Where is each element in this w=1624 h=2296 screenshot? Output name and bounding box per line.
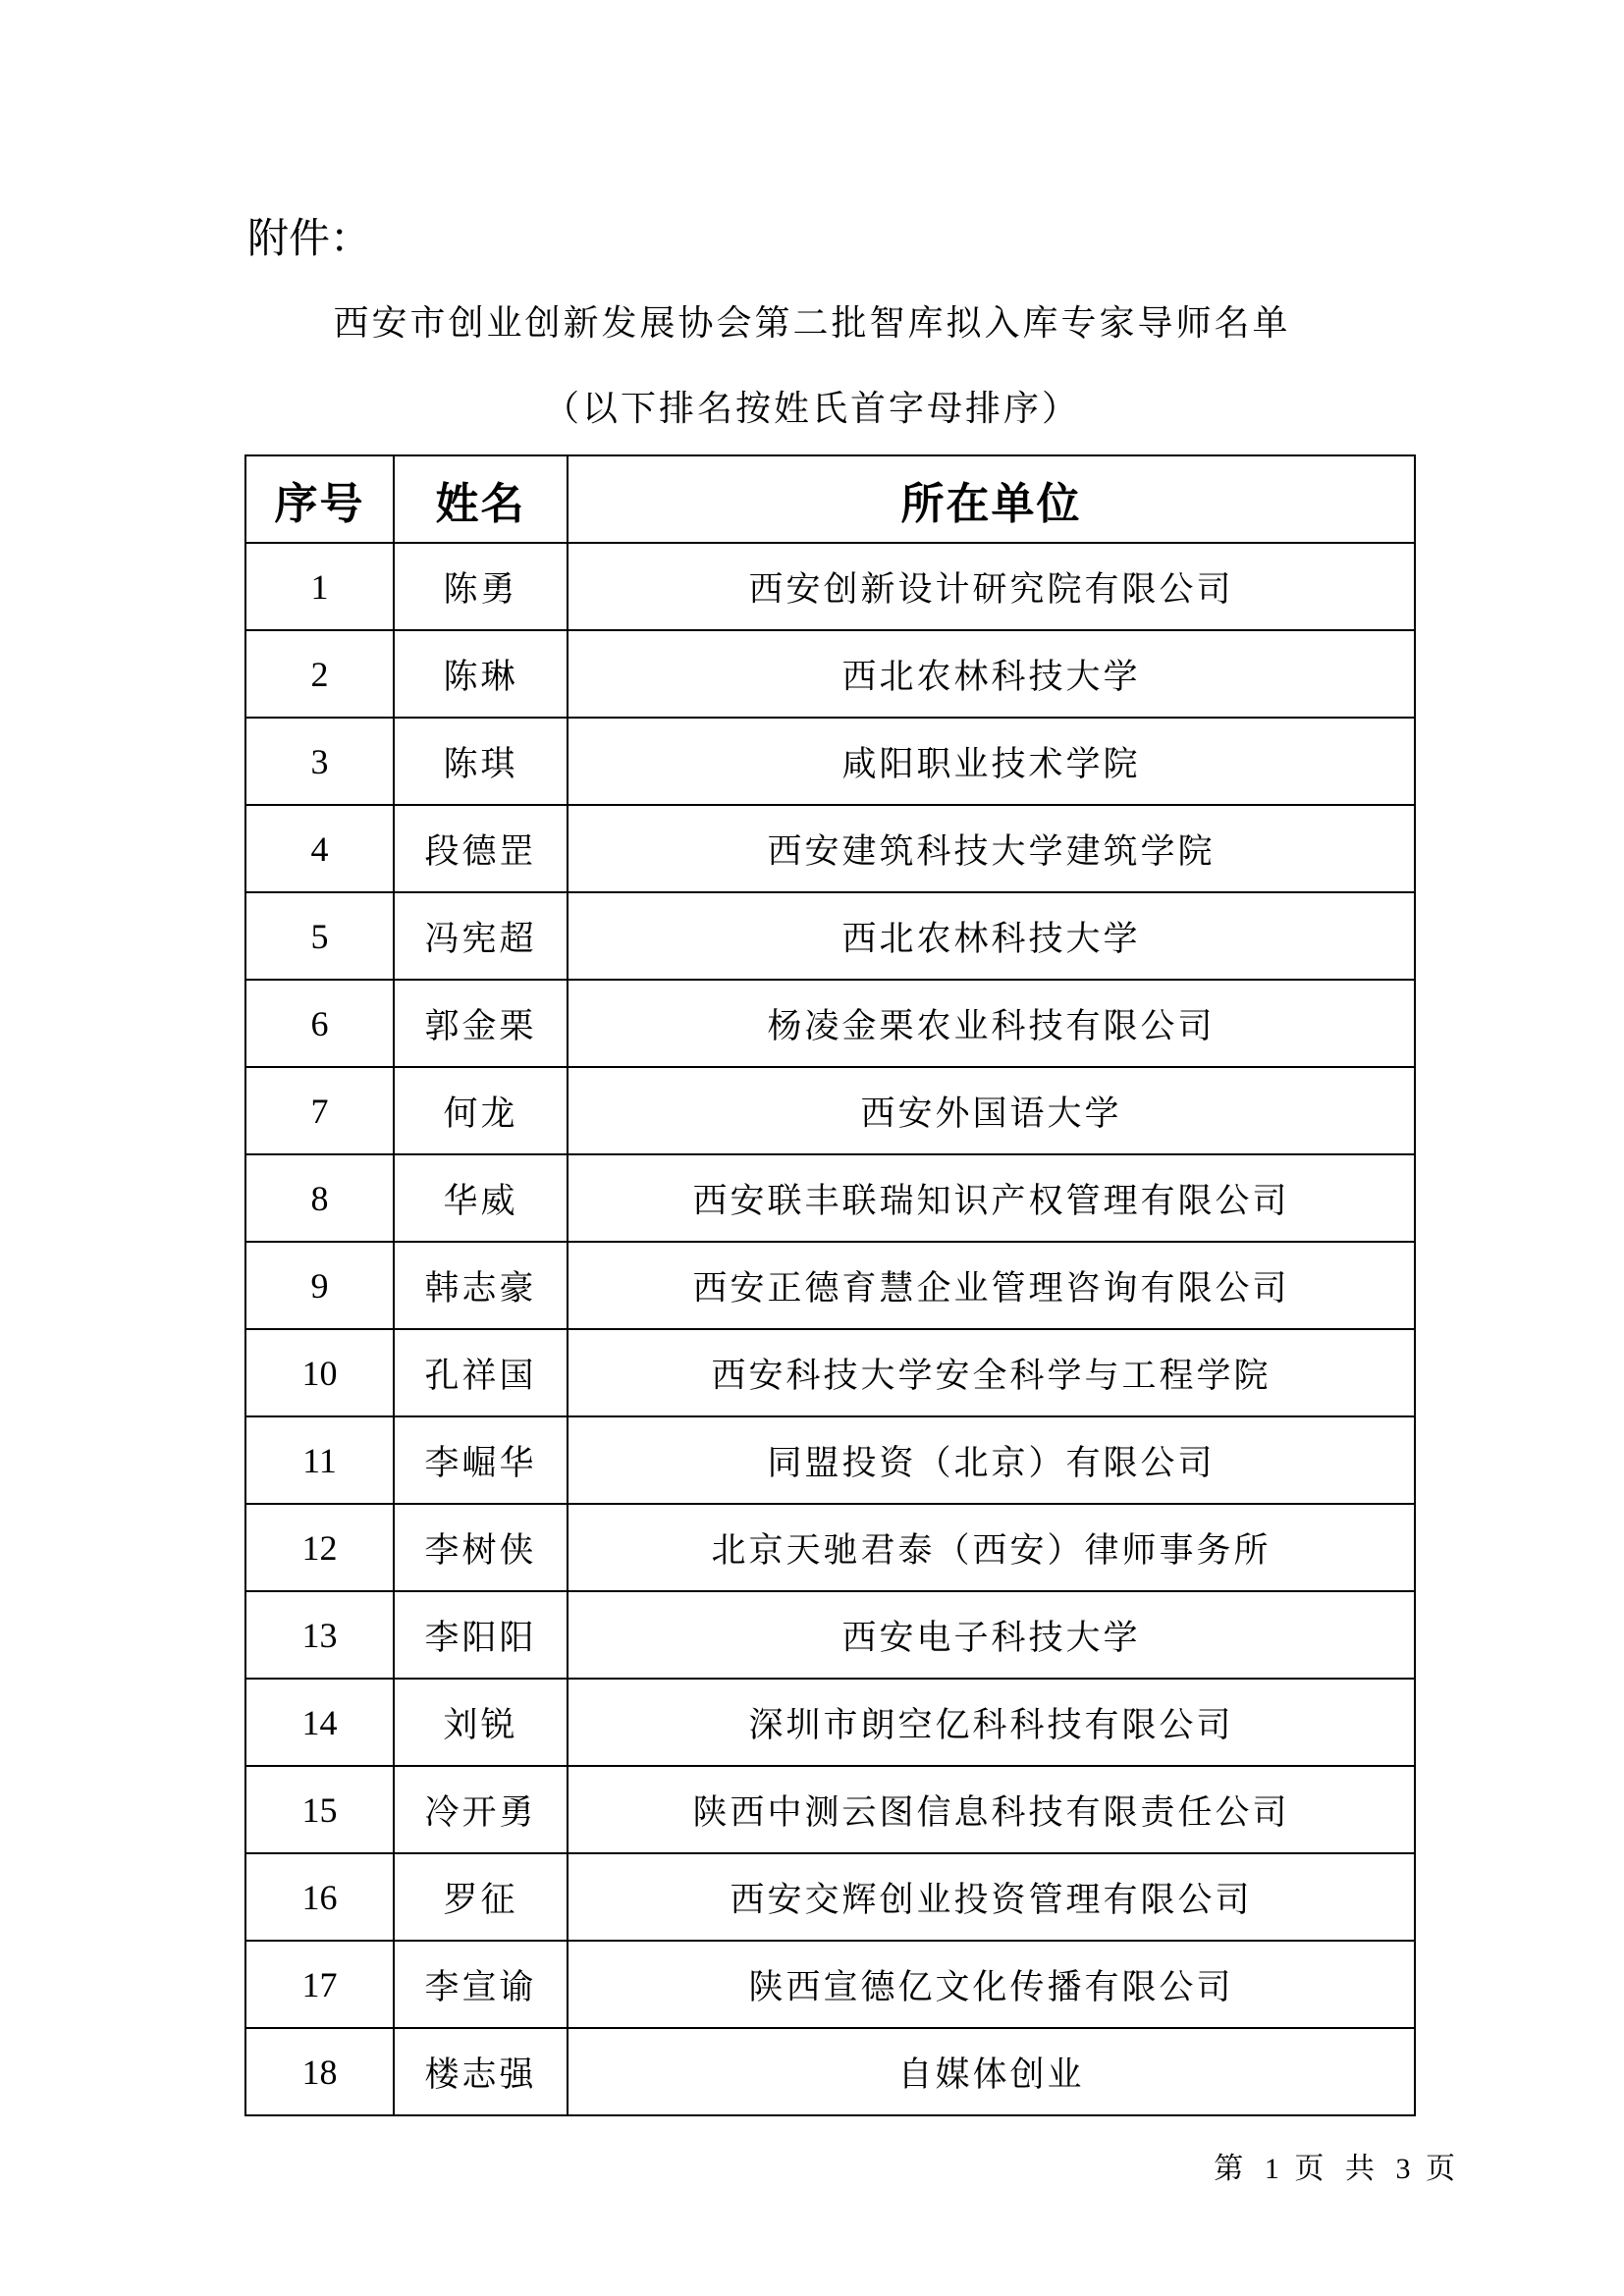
row-name: 李崛华 (394, 1416, 568, 1504)
table-row (245, 1504, 1415, 1591)
row-name: 华威 (394, 1154, 568, 1242)
row-serial-number: 17 (245, 1941, 394, 2028)
table-row (245, 892, 1415, 980)
row-organization: 西安科技大学安全科学与工程学院 (568, 1329, 1415, 1416)
table-row (245, 1853, 1415, 1941)
row-organization: 同盟投资（北京）有限公司 (568, 1416, 1415, 1504)
table-row (245, 543, 1415, 630)
row-serial-number: 1 (245, 543, 394, 630)
header-name: 姓名 (394, 455, 568, 543)
document-subtitle: （以下排名按姓氏首字母排序） (543, 389, 1080, 429)
footer-prefix: 第 (1214, 2152, 1250, 2186)
row-name: 孔祥国 (394, 1329, 568, 1416)
row-organization: 西安交辉创业投资管理有限公司 (568, 1853, 1415, 1941)
expert-list-table (244, 454, 1416, 2116)
row-name: 郭金栗 (394, 980, 568, 1067)
row-organization: 咸阳职业技术学院 (568, 718, 1415, 805)
table-row (245, 1329, 1415, 1416)
table-header-row (245, 455, 1415, 543)
attachment-label: 附件： (247, 214, 372, 262)
table-row (245, 1941, 1415, 2028)
table-row (245, 805, 1415, 892)
row-name: 陈琳 (394, 630, 568, 718)
row-name: 楼志强 (394, 2028, 568, 2115)
row-serial-number: 18 (245, 2028, 394, 2115)
row-name: 韩志豪 (394, 1242, 568, 1329)
table-row (245, 718, 1415, 805)
table-row (245, 1416, 1415, 1504)
row-organization: 西北农林科技大学 (568, 630, 1415, 718)
table-row (245, 630, 1415, 718)
row-name: 陈勇 (394, 543, 568, 630)
row-organization: 西安创新设计研究院有限公司 (568, 543, 1415, 630)
row-organization: 西安外国语大学 (568, 1067, 1415, 1154)
row-name: 李树侠 (394, 1504, 568, 1591)
row-organization: 西安电子科技大学 (568, 1591, 1415, 1679)
table-row (245, 2028, 1415, 2115)
row-serial-number: 8 (245, 1154, 394, 1242)
row-serial-number: 15 (245, 1766, 394, 1853)
row-serial-number: 13 (245, 1591, 394, 1679)
footer-page-number: 1 (1264, 2153, 1279, 2185)
row-serial-number: 11 (245, 1416, 394, 1504)
table-row (245, 1067, 1415, 1154)
row-serial-number: 16 (245, 1853, 394, 1941)
row-serial-number: 7 (245, 1067, 394, 1154)
table-row (245, 1242, 1415, 1329)
row-organization: 自媒体创业 (568, 2028, 1415, 2115)
row-serial-number: 9 (245, 1242, 394, 1329)
row-serial-number: 3 (245, 718, 394, 805)
row-serial-number: 12 (245, 1504, 394, 1591)
row-serial-number: 14 (245, 1679, 394, 1766)
table-row (245, 1766, 1415, 1853)
row-organization: 深圳市朗空亿科科技有限公司 (568, 1679, 1415, 1766)
row-serial-number: 4 (245, 805, 394, 892)
row-organization: 陕西宣德亿文化传播有限公司 (568, 1941, 1415, 2028)
page-footer (1214, 2148, 1461, 2191)
table-row (245, 1679, 1415, 1766)
header-serial-number: 序号 (245, 455, 394, 543)
row-name: 陈琪 (394, 718, 568, 805)
row-serial-number: 6 (245, 980, 394, 1067)
row-serial-number: 2 (245, 630, 394, 718)
table-row (245, 1154, 1415, 1242)
row-name: 段德罡 (394, 805, 568, 892)
row-organization: 西安正德育慧企业管理咨询有限公司 (568, 1242, 1415, 1329)
row-name: 李阳阳 (394, 1591, 568, 1679)
row-organization: 西北农林科技大学 (568, 892, 1415, 980)
row-organization: 西安联丰联瑞知识产权管理有限公司 (568, 1154, 1415, 1242)
row-serial-number: 10 (245, 1329, 394, 1416)
row-organization: 北京天驰君泰（西安）律师事务所 (568, 1504, 1415, 1591)
row-name: 冷开勇 (394, 1766, 568, 1853)
header-organization: 所在单位 (568, 455, 1415, 543)
row-serial-number: 5 (245, 892, 394, 980)
row-name: 罗征 (394, 1853, 568, 1941)
row-name: 刘锐 (394, 1679, 568, 1766)
row-name: 李宣谕 (394, 1941, 568, 2028)
document-title: 西安市创业创新发展协会第二批智库拟入库专家导师名单 (333, 303, 1291, 344)
row-organization: 西安建筑科技大学建筑学院 (568, 805, 1415, 892)
footer-suffix: 页 (1426, 2152, 1461, 2186)
row-name: 冯宪超 (394, 892, 568, 980)
row-organization: 陕西中测云图信息科技有限责任公司 (568, 1766, 1415, 1853)
footer-total-pages: 3 (1395, 2153, 1411, 2185)
table-row (245, 1591, 1415, 1679)
footer-middle: 页 共 (1294, 2152, 1380, 2186)
table-row (245, 980, 1415, 1067)
row-organization: 杨凌金栗农业科技有限公司 (568, 980, 1415, 1067)
row-name: 何龙 (394, 1067, 568, 1154)
